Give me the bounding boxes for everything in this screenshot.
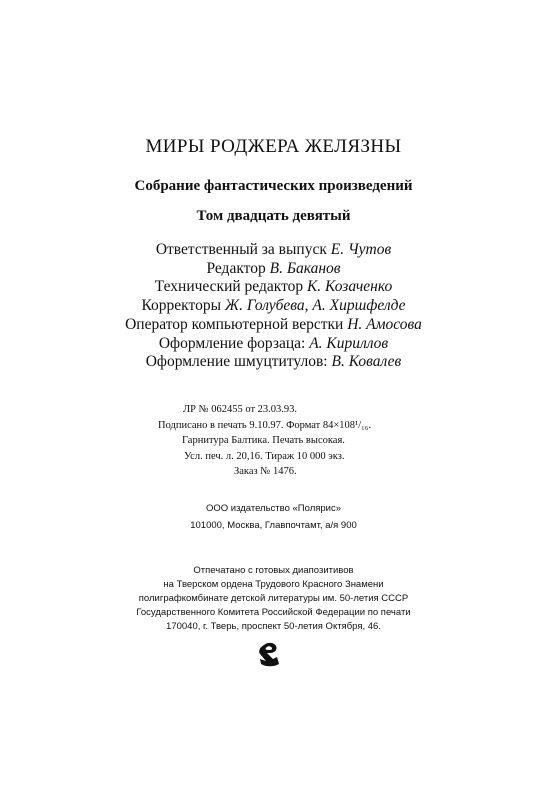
credit-role: Оформление шмуцтитулов: xyxy=(145,353,328,371)
printer-line: Отпечатано с готовых диапозитивов xyxy=(193,565,354,576)
publisher-address: 101000, Москва, Главпочтамт, а/я 900 xyxy=(190,520,357,531)
license-line: ЛР № 062455 от 23.03.93. xyxy=(183,404,298,415)
credit-line xyxy=(0,335,547,354)
signed-line: Подписано в печать 9.10.97. Формат 84×108¹/₁₆. xyxy=(158,419,372,431)
credit-line xyxy=(0,316,547,335)
credit-name: Е. Чутов xyxy=(330,241,392,258)
credits-list xyxy=(0,241,547,372)
printer-line: на Тверском ордена Трудового Красного Знамени xyxy=(163,579,384,590)
credit-name: Ж. Голубева, А. Хиршфелде xyxy=(224,297,406,315)
credit-name: Н. Амосова xyxy=(347,315,422,333)
series-title xyxy=(0,136,547,158)
collection-subtitle-text: Собрание фантастических произведений xyxy=(134,178,413,194)
series-title-text: МИРЫ РОДЖЕРА ЖЕЛЯЗНЫ xyxy=(145,136,402,157)
credit-name: В. Баканов xyxy=(269,259,341,277)
credit-role: Ответственный за выпуск xyxy=(155,241,327,258)
printer-emblem-icon xyxy=(257,642,281,668)
credit-line xyxy=(0,278,547,297)
credit-name: К. Козаченко xyxy=(307,278,393,296)
credit-name: В. Ковалев xyxy=(331,353,402,371)
printer-line: Государственного Комитета Российской Федерации по печати xyxy=(136,607,411,618)
volume-number xyxy=(0,208,547,225)
collection-subtitle xyxy=(0,178,547,195)
volume-number-text: Том двадцать девятый xyxy=(196,208,351,224)
credit-role: Редактор xyxy=(206,259,266,277)
credit-role: Технический редактор xyxy=(154,278,304,296)
publisher-name: ООО издательство «Полярис» xyxy=(205,503,342,514)
credit-role: Оформление форзаца: xyxy=(158,334,306,352)
printer-line: 170040, г. Тверь, проспект 50-летия Октября, 46. xyxy=(166,621,381,632)
order-line: Заказ № 1476. xyxy=(234,466,297,477)
credit-line xyxy=(0,353,547,372)
credit-line xyxy=(0,241,547,260)
credit-line xyxy=(0,297,547,316)
publisher-info xyxy=(0,500,547,534)
publication-info xyxy=(150,402,410,480)
credit-role: Оператор компьютерной верстки xyxy=(125,315,344,333)
typeface-line: Гарнитура Балтика. Печать высокая. xyxy=(182,435,345,446)
credit-name: А. Кириллов xyxy=(309,334,389,352)
sheets-line: Усл. печ. л. 20,16. Тираж 10 000 экз. xyxy=(184,450,345,462)
credit-line xyxy=(0,260,547,279)
printer-line: полиграфкомбинате детской литературы им. 50-летия СССР xyxy=(138,593,409,604)
credit-role: Корректоры xyxy=(141,297,221,315)
printer-info xyxy=(0,564,547,634)
